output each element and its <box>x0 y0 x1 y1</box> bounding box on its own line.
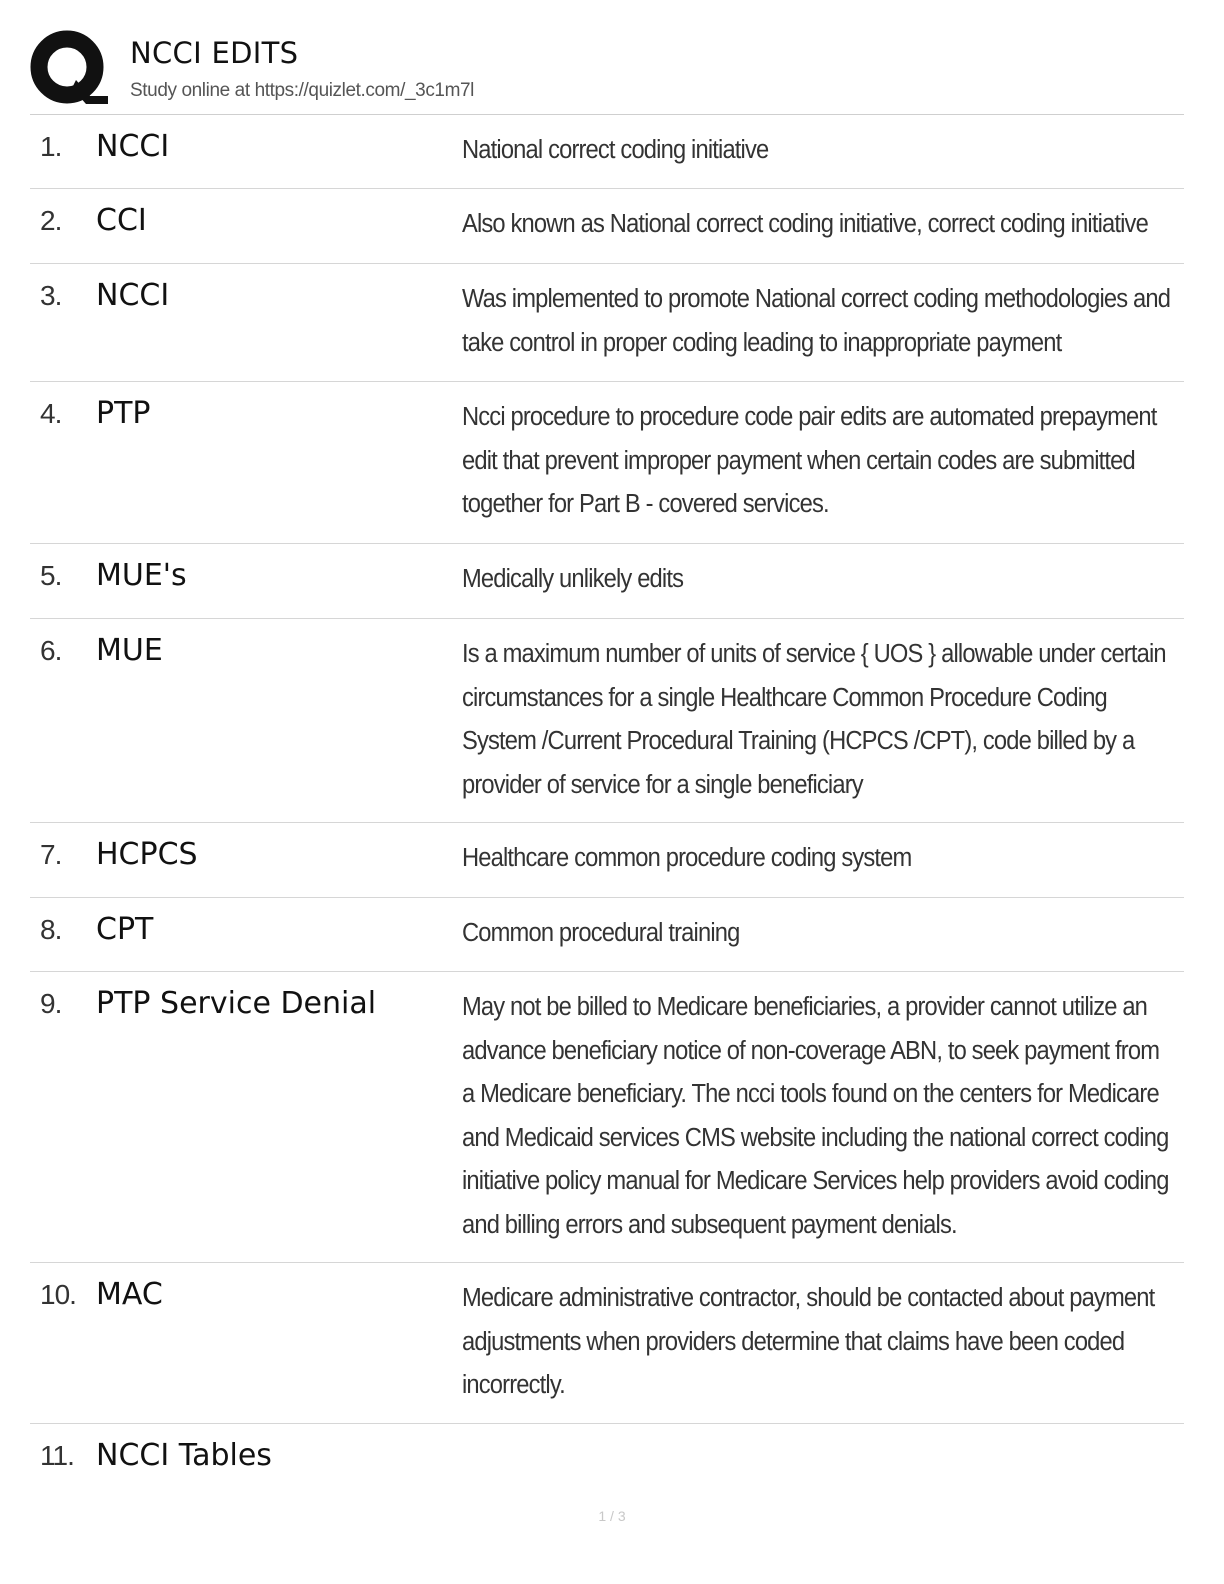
term: PTP Service Denial <box>96 986 377 1021</box>
term: CPT <box>96 912 154 947</box>
definition: May not be billed to Medicare beneficiaries, a provider cannot utilize an advance beneficiary notice of non-coverage ABN, to seek payment from a Medicare beneficiary. The ncci tools found on the centers for Medicare and Medicaid services CMS website including the national correct coding initiative policy manual for Medicare Services help providers avoid coding and billing errors and subsequent payment denials. <box>462 993 1169 1239</box>
row-number: 7. <box>40 839 62 870</box>
definition: Ncci procedure to procedure code pair edits are automated prepayment edit that prevent improper payment when certain codes are submitted together for Part B - covered services. <box>462 403 1157 518</box>
term: HCPCS <box>96 837 198 872</box>
definition: Was implemented to promote National correct coding methodologies and take control in proper coding leading to inappropriate payment <box>462 285 1171 357</box>
term: MAC <box>96 1277 163 1312</box>
row-number: 8. <box>40 914 62 945</box>
flashcard-row <box>30 972 1184 1263</box>
study-online-link[interactable]: Study online at https://quizlet.com/_3c1m7l <box>130 80 474 101</box>
term: MUE's <box>96 558 187 593</box>
quizlet-logo-icon <box>30 30 110 110</box>
definition: Healthcare common procedure coding system <box>462 844 912 872</box>
flashcard-row <box>30 1263 1184 1424</box>
row-number: 3. <box>40 280 62 311</box>
flashcard-row <box>30 264 1184 382</box>
row-number: 10. <box>40 1279 76 1310</box>
row-number: 2. <box>40 205 62 236</box>
term: MUE <box>96 633 163 668</box>
flashcard-row <box>30 544 1184 619</box>
document-header <box>30 30 1184 115</box>
flashcard-row <box>30 898 1184 972</box>
term: PTP <box>96 396 151 431</box>
definition: Medically unlikely edits <box>462 565 684 593</box>
definition: Medicare administrative contractor, should be contacted about payment adjustments when providers determine that claims have been coded incorrectly. <box>462 1284 1155 1399</box>
term: NCCI <box>96 278 170 313</box>
flashcard-row <box>30 382 1184 544</box>
row-number: 1. <box>40 131 62 162</box>
flashcard-list <box>30 115 1184 1494</box>
definition: Is a maximum number of units of service { UOS } allowable under certain circumstances for a single Healthcare Common Procedure Coding System /Current Procedural Training (HCPCS /CPT), code billed by a provider of service for a single beneficiary <box>462 640 1166 799</box>
row-number: 9. <box>40 988 62 1019</box>
flashcard-row <box>30 115 1184 189</box>
definition: Common procedural training <box>462 919 740 947</box>
term: NCCI Tables <box>96 1438 272 1473</box>
row-number: 6. <box>40 635 62 666</box>
definition: National correct coding initiative <box>462 136 769 164</box>
row-number: 11. <box>40 1440 74 1471</box>
document-title: NCCI EDITS <box>130 36 299 70</box>
flashcard-row <box>30 619 1184 823</box>
row-number: 5. <box>40 560 62 591</box>
page-number: 1 / 3 <box>598 1508 626 1524</box>
term: CCI <box>96 203 147 238</box>
flashcard-row <box>30 823 1184 898</box>
flashcard-row <box>30 189 1184 264</box>
flashcard-row <box>30 1424 1184 1494</box>
row-number: 4. <box>40 398 62 429</box>
term: NCCI <box>96 129 170 164</box>
definition: Also known as National correct coding initiative, correct coding initiative <box>462 210 1148 238</box>
